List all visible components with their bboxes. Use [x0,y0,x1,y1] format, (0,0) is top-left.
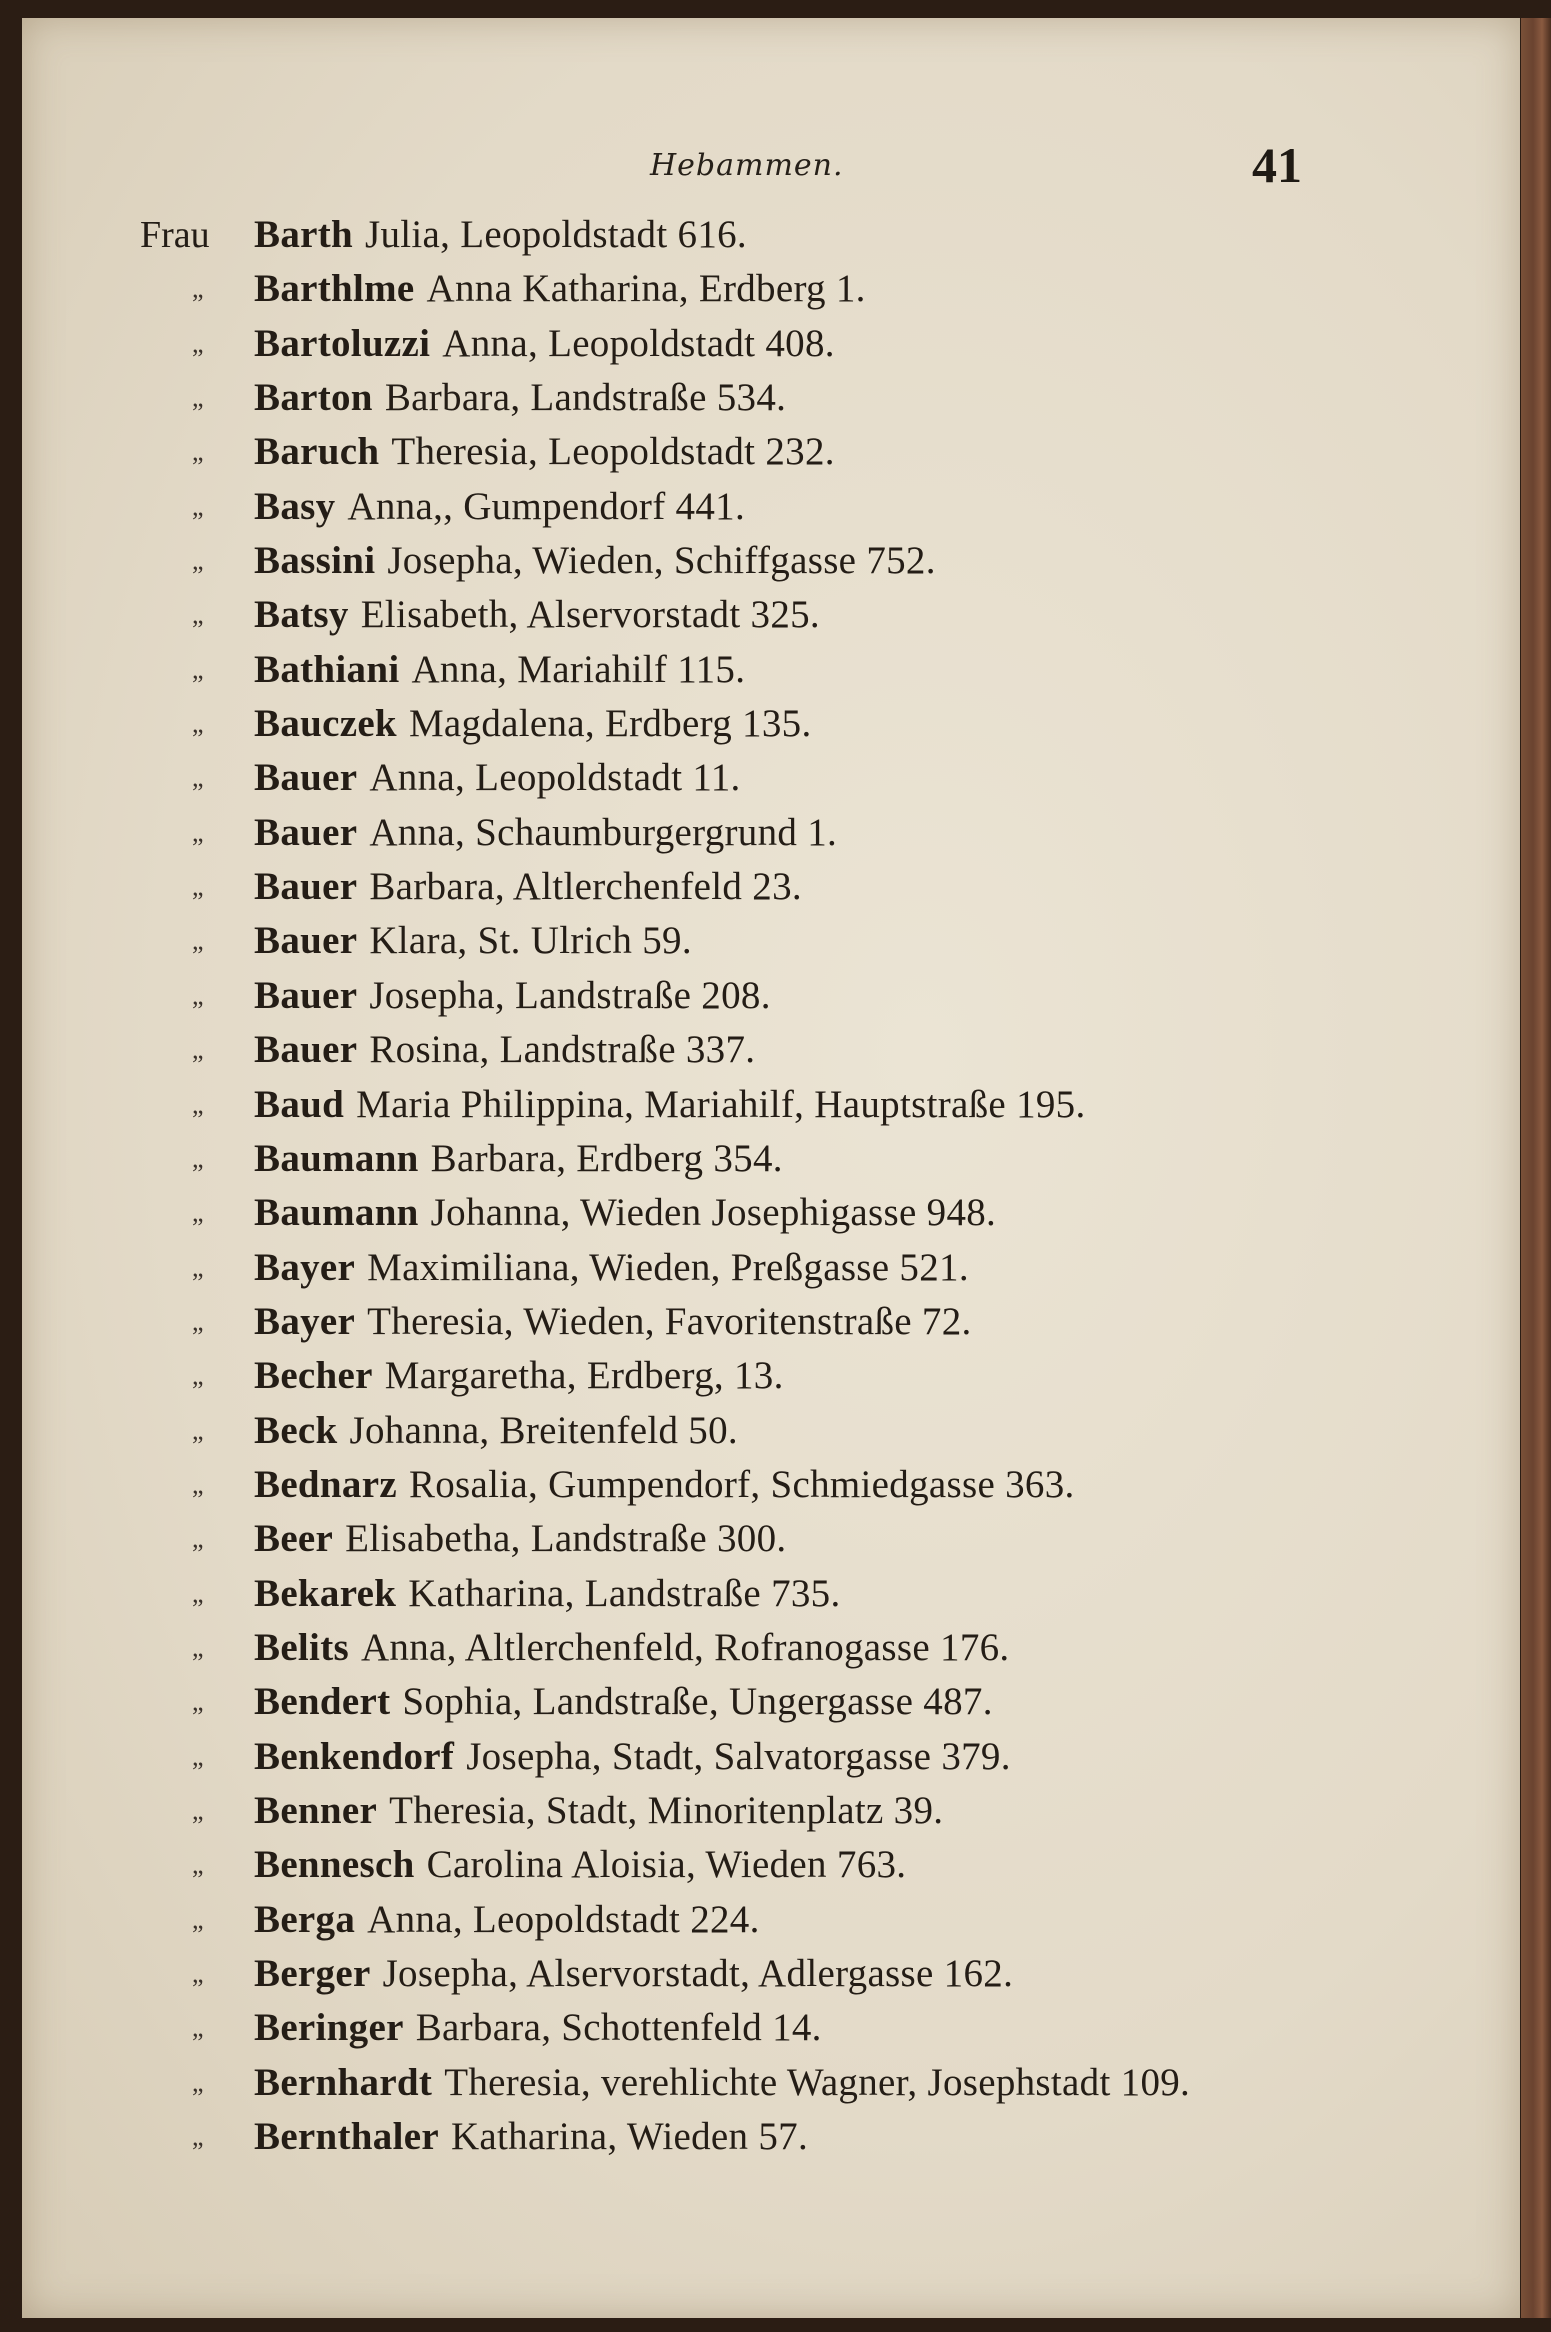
entry-text [254,425,835,479]
entry-text [254,1947,1013,2001]
entry-prefix: „ [192,437,204,467]
entry-prefix: „ [192,1959,204,1988]
entry-prefix: „ [192,1578,204,1608]
entry-details: Theresia, Leopoldstadt 232. [391,430,835,474]
entry-text [254,860,802,914]
entry-text [254,1458,1075,1512]
list-item [22,1023,1422,1077]
entry-details: Anna, Leopoldstadt 11. [369,756,741,800]
list-item [22,643,1422,697]
list-item [22,1295,1422,1349]
entry-text [254,1349,784,1403]
entry-prefix: „ [192,1198,204,1228]
entry-surname: Becher [254,1354,373,1398]
entry-details: Anna Katharina, Erdberg 1. [426,267,866,311]
entry-prefix: „ [192,1524,204,1554]
entry-text [254,914,692,968]
entry-prefix: „ [192,383,204,413]
list-item [22,262,1422,316]
list-item [22,1730,1422,1784]
entry-surname: Baumann [254,1136,419,1180]
list-item [22,1621,1422,1675]
entry-surname: Beer [254,1517,334,1561]
page-edge [1521,18,1551,2318]
entry-text [254,1512,786,1566]
list-item [22,1567,1422,1621]
entry-prefix: „ [192,980,204,1010]
list-item [22,1947,1422,2001]
entry-text [254,371,786,425]
entry-surname: Benkendorf [254,1734,455,1778]
entry-prefix: Frau [140,214,210,256]
entry-text [254,1132,783,1186]
list-item [22,806,1422,860]
list-item [22,317,1422,371]
entry-text [254,806,837,860]
entry-surname: Belits [254,1625,349,1669]
entry-text [254,1567,841,1621]
entry-prefix: „ [192,1795,204,1825]
entry-prefix: „ [192,709,204,739]
entry-text [254,1186,996,1240]
entry-prefix: „ [192,817,204,847]
list-item [22,1458,1422,1512]
entry-surname: Bendert [254,1680,391,1724]
list-item [22,1404,1422,1458]
entry-details: Josepha, Wieden, Schiffgasse 752. [387,539,936,583]
entry-text [254,1241,969,1295]
entry-prefix: „ [192,1143,204,1173]
entry-details: Margaretha, Erdberg, 13. [384,1354,784,1398]
entry-text [254,1078,1086,1132]
list-item [22,588,1422,642]
list-item [22,1241,1422,1295]
entry-text [254,317,835,371]
entry-surname: Benner [254,1788,378,1832]
list-item [22,751,1422,805]
entry-prefix: „ [192,274,204,304]
entry-prefix: „ [192,1361,204,1391]
entry-prefix: „ [192,546,204,576]
entry-surname: Bayer [254,1299,356,1343]
entry-surname: Bauer [254,810,358,854]
entry-details: Barbara, Schottenfeld 14. [415,2006,822,2050]
entry-surname: Berger [254,1952,371,1995]
entry-surname: Baruch [254,430,380,474]
entry-details: Julia, Leopoldstadt 616. [365,213,747,256]
entry-surname: Bednarz [254,1462,397,1506]
entry-prefix: „ [192,1415,204,1445]
list-item [22,1512,1422,1566]
entry-details: Theresia, Wieden, Favoritenstraße 72. [367,1299,972,1343]
entry-details: Carolina Aloisia, Wieden 763. [426,1843,907,1887]
entry-prefix: „ [192,1035,204,1065]
entry-text [254,534,936,588]
entry-surname: Bassini [254,539,376,583]
entry-details: Anna, Mariahilf 115. [411,647,746,691]
list-item [22,1784,1422,1838]
entry-surname: Barthlme [254,267,415,311]
entry-prefix: „ [192,1469,204,1499]
entry-surname: Bernhardt [254,2060,433,2104]
entry-prefix: „ [192,2013,204,2043]
entry-prefix: „ [192,1850,204,1880]
entry-prefix: „ [192,1632,204,1662]
entry-details: Magdalena, Erdberg 135. [408,702,812,746]
entry-details: Josepha, Landstraße 208. [369,973,771,1017]
list-item [22,1675,1422,1729]
entry-surname: Bernthaler [254,2115,439,2159]
entry-text [254,969,771,1023]
page-number: 41 [1252,137,1302,193]
entry-surname: Barth [254,213,353,256]
entry-prefix: „ [192,2122,204,2152]
entry-surname: Bauer [254,1028,358,1072]
entry-text [254,1621,1009,1675]
entry-prefix: „ [192,763,204,793]
entry-details: Theresia, Stadt, Minoritenplatz 39. [389,1788,944,1832]
entry-text [254,643,745,697]
entry-prefix: „ [192,1904,204,1934]
entry-details: Anna, Leopoldstadt 408. [442,321,835,365]
entry-prefix: „ [192,328,204,358]
entry-text [254,1023,755,1077]
entry-details: Anna, Altlerchenfeld, Rofranogasse 176. [360,1625,1010,1669]
entry-prefix: „ [192,872,204,902]
entry-surname: Bauer [254,973,358,1017]
entry-prefix: „ [192,600,204,630]
list-item [22,1132,1422,1186]
list-item [22,1838,1422,1892]
entry-text [254,2110,808,2164]
entry-text [254,1838,906,1892]
list-item [22,371,1422,425]
entry-surname: Beringer [254,2006,404,2050]
entry-surname: Berga [254,1897,356,1941]
entry-surname: Batsy [254,593,349,637]
list-item [22,860,1422,914]
list-item [22,1349,1422,1403]
entry-prefix: „ [192,1252,204,1282]
entry-surname: Baud [254,1082,345,1126]
running-head: Hebammen. [650,148,844,183]
entry-details: Barbara, Landstraße 534. [384,376,787,420]
entry-details: Rosalia, Gumpendorf, Schmiedgasse 363. [408,1462,1075,1506]
entry-details: Barbara, Erdberg 354. [430,1136,783,1180]
entry-text [254,588,820,642]
entry-prefix: „ [192,1741,204,1771]
list-item [22,480,1422,534]
entry-details: Theresia, verehlichte Wagner, Josephstadt 109. [444,2060,1191,2104]
entry-text [254,751,741,805]
midwife-list [22,208,1422,2164]
entry-details: Josepha, Alservorstadt, Adlergasse 162. [382,1952,1014,1995]
entry-surname: Barton [254,376,373,420]
entry-details: Josepha, Stadt, Salvatorgasse 379. [466,1734,1011,1778]
list-item [22,2056,1422,2110]
entry-details: Anna, Leopoldstadt 224. [367,1897,760,1941]
entry-prefix: „ [192,1089,204,1119]
entry-surname: Bauer [254,919,358,963]
entry-surname: Bennesch [254,1843,415,1887]
entry-surname: Bauer [254,865,358,909]
entry-surname: Beck [254,1408,338,1452]
entry-surname: Bekarek [254,1571,397,1615]
entry-details: Elisabetha, Landstraße 300. [345,1517,787,1561]
entry-prefix: „ [192,491,204,521]
entry-text [254,2056,1190,2110]
entry-surname: Bauer [254,756,358,800]
list-item [22,425,1422,479]
book-page [22,18,1520,2318]
entry-surname: Baumann [254,1191,419,1235]
page-header [22,136,1322,196]
entry-text [254,1295,972,1349]
entry-details: Maximiliana, Wieden, Preßgasse 521. [367,1245,969,1289]
entry-text [254,1784,943,1838]
entry-details: Katharina, Wieden 57. [450,2115,809,2159]
entry-details: Rosina, Landstraße 337. [369,1028,756,1072]
entry-details: Maria Philippina, Mariahilf, Hauptstraße 195. [356,1082,1086,1126]
entry-prefix: „ [192,1306,204,1336]
entry-surname: Bauczek [254,702,397,746]
entry-text [254,2001,822,2055]
entry-surname: Bathiani [254,647,400,691]
entry-text [254,1730,1011,1784]
list-item [22,534,1422,588]
entry-details: Katharina, Landstraße 735. [408,1571,841,1615]
entry-text [254,480,745,534]
entry-details: Johanna, Breitenfeld 50. [349,1408,738,1452]
list-item [22,208,1422,262]
entry-text [254,1675,993,1729]
list-item [22,2001,1422,2055]
entry-details: Sophia, Landstraße, Ungergasse 487. [402,1680,993,1724]
entry-details: Anna,, Gumpendorf 441. [347,484,745,528]
entry-details: Elisabeth, Alservorstadt 325. [360,593,820,637]
entry-text [254,262,866,316]
list-item [22,1893,1422,1947]
entry-prefix: „ [192,654,204,684]
entry-text [254,208,747,262]
entry-text [254,697,812,751]
entry-details: Klara, St. Ulrich 59. [369,919,692,963]
entry-prefix: „ [192,1687,204,1717]
entry-surname: Bayer [254,1245,356,1289]
entry-details: Johanna, Wieden Josephigasse 948. [430,1191,997,1235]
list-item [22,2110,1422,2164]
entry-text [254,1893,760,1947]
entry-prefix: „ [192,926,204,956]
entry-surname: Bartoluzzi [254,321,431,365]
entry-text [254,1404,738,1458]
list-item [22,969,1422,1023]
entry-prefix: „ [192,2067,204,2097]
entry-details: Anna, Schaumburgergrund 1. [369,810,838,854]
entry-surname: Basy [254,484,336,528]
list-item [22,697,1422,751]
list-item [22,1186,1422,1240]
list-item [22,914,1422,968]
entry-details: Barbara, Altlerchenfeld 23. [369,865,802,909]
list-item [22,1078,1422,1132]
